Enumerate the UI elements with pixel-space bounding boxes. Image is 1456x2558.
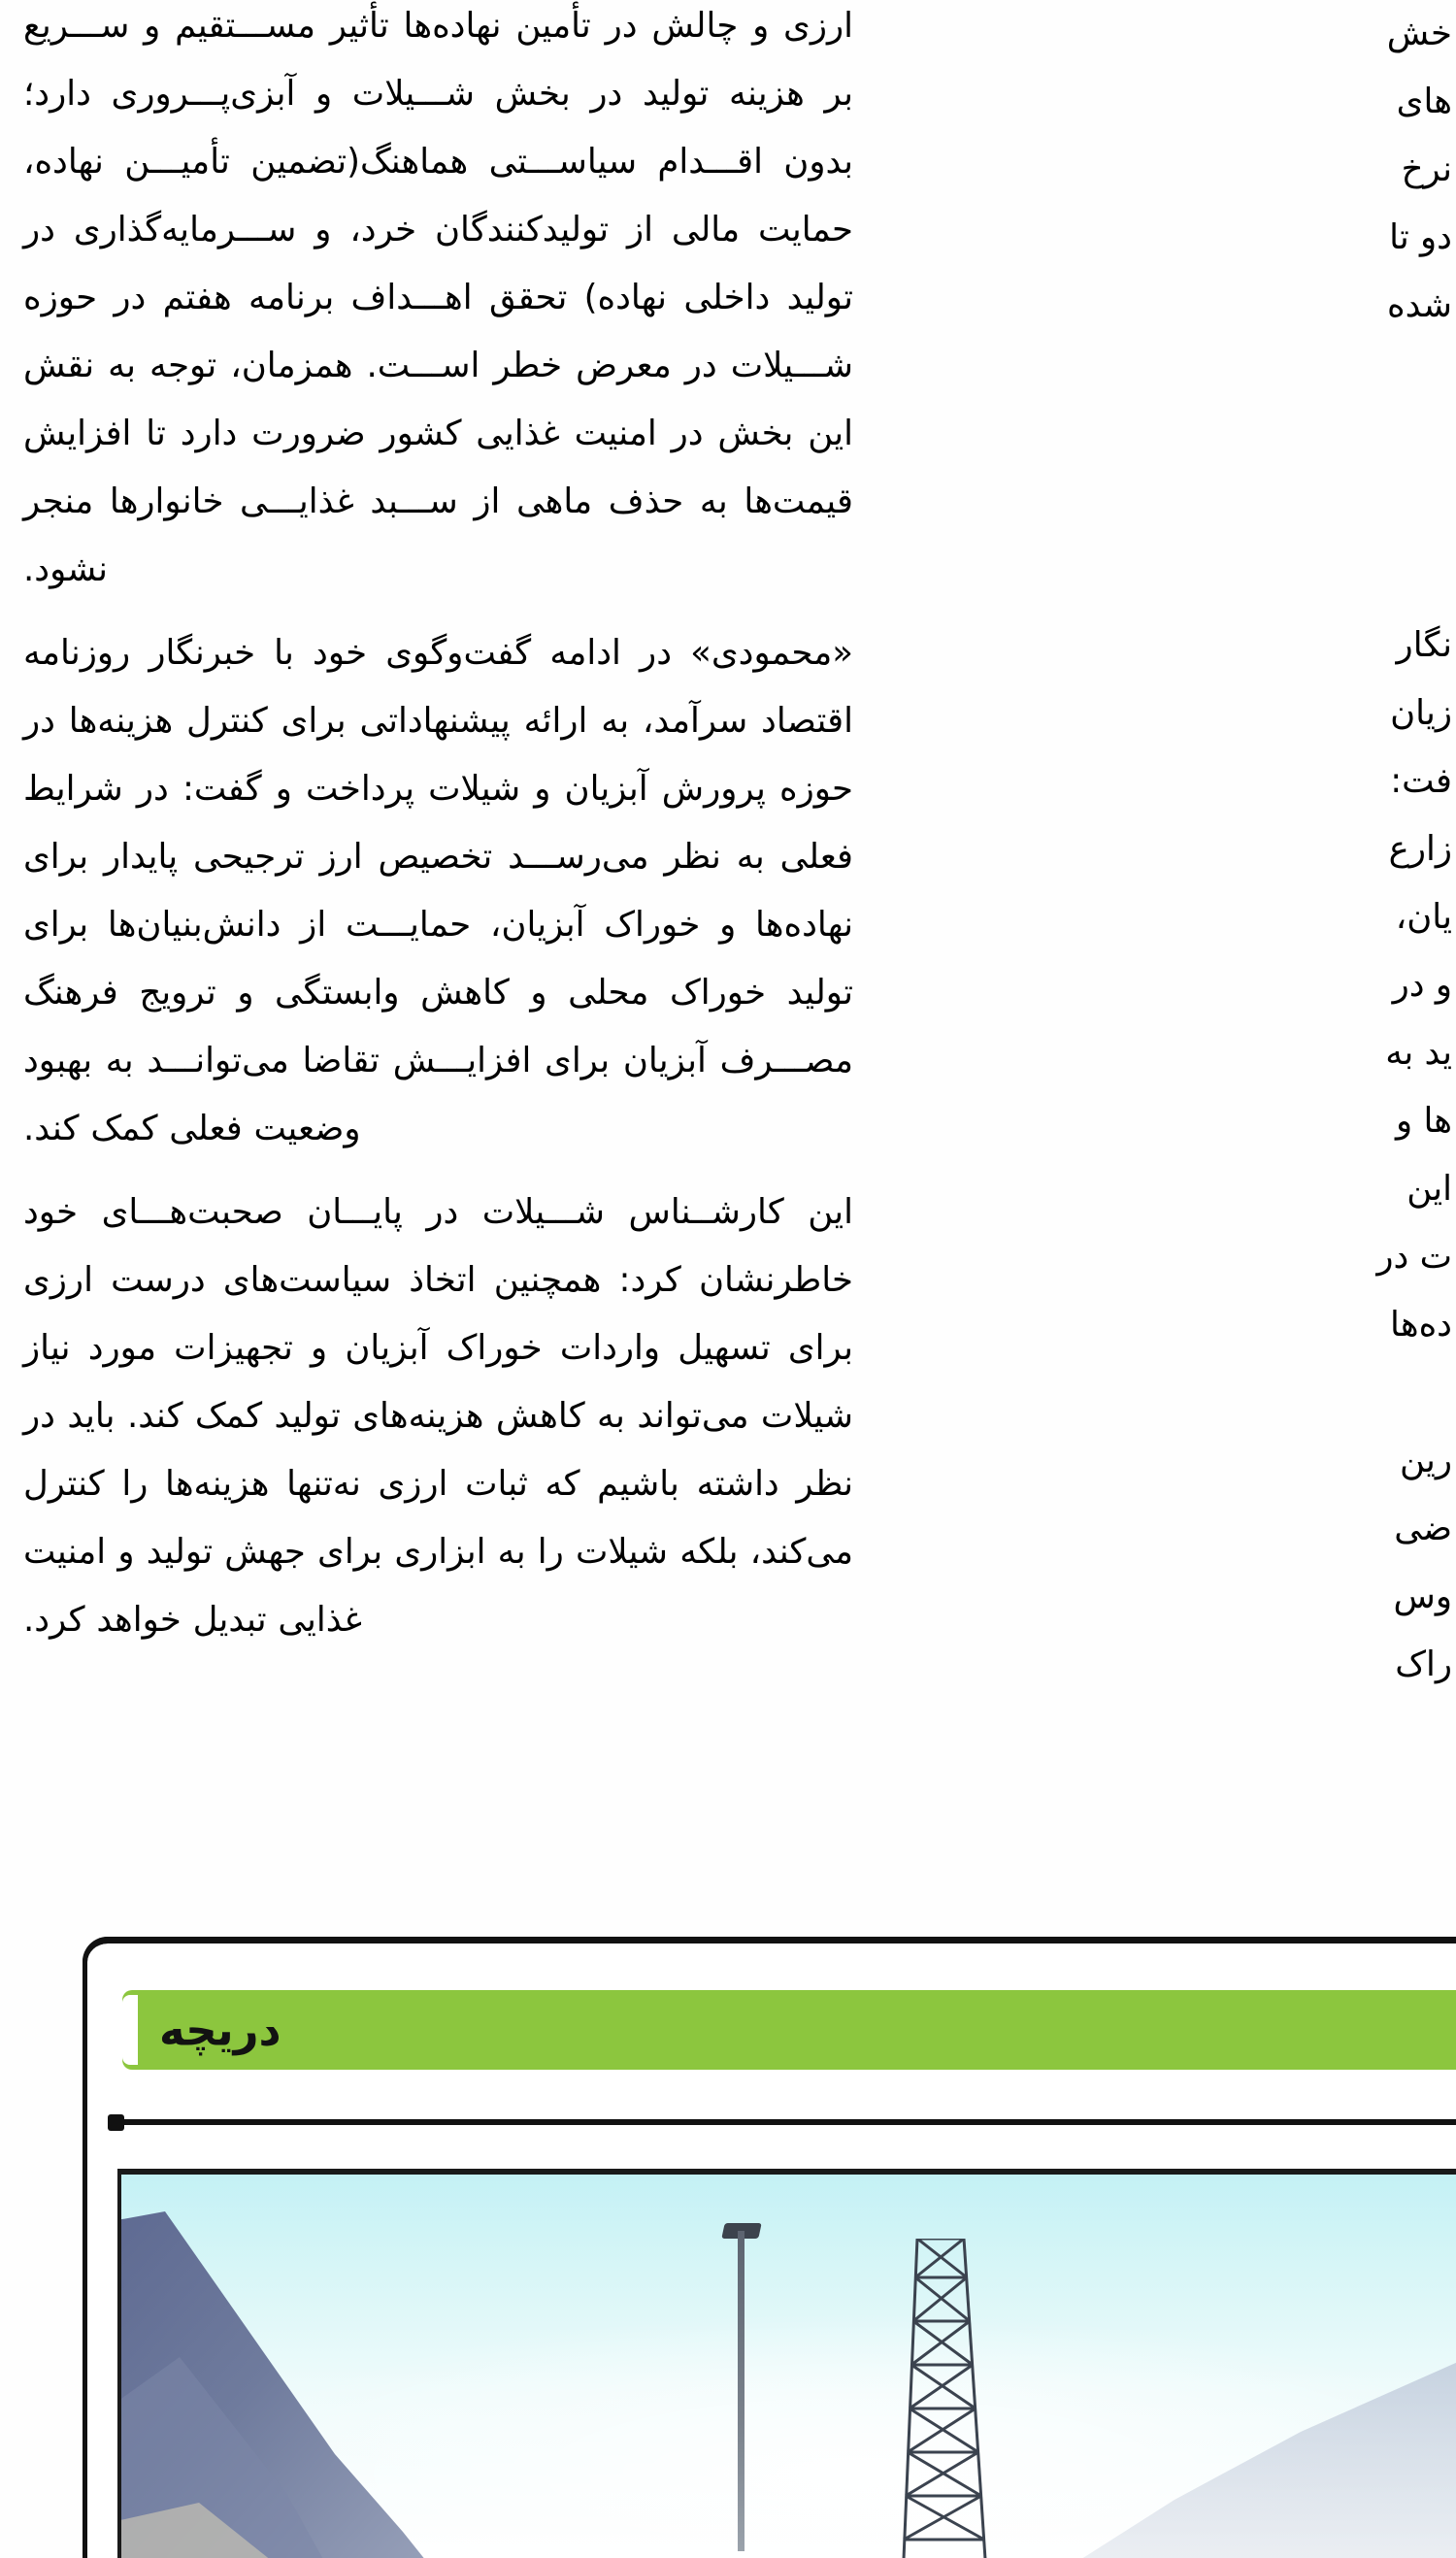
right-column-fragment: وس [1393, 1577, 1452, 1616]
right-column-fragment: زیان [1390, 693, 1452, 733]
feature-box [83, 1937, 1456, 2558]
right-column-fragment: دو تا [1389, 217, 1452, 257]
photo-mountain-left [117, 2211, 519, 2558]
feature-photo [117, 2169, 1456, 2558]
right-column-fragment: زارع [1388, 829, 1452, 869]
feature-title: دریچه [159, 2004, 281, 2056]
right-column-fragment: خش [1386, 14, 1452, 53]
right-column-fragment: و در [1392, 965, 1452, 1005]
article-paragraph: «محمودی» در ادامه گفت‌وگوی خود با خبرنگار روزنامه اقتصاد سرآمد، به ارائه پیشنهاداتی برای کنترل هزینه‌ها در حوزه پرورش آبزیان و شیلات پرداخت و گفت: در شرایط فعلی به نظر می‌رســـد تخصیص ارز ترجیحی پایدار برای نهاده‌ها و خوراک آبزیان، حمایـــت از دانش‌بنیان‌ها برای تولید خوراک محلی و کاهش وابستگی و ترویج فرهنگ مصـــرف آبزیان برای افزایـــش تقاضا می‌توانـــد به بهبود وضعیت فعلی کمک کند. [23, 633, 853, 1148]
right-column-fragment: ید به [1385, 1033, 1452, 1073]
right-column-fragment: شده [1387, 285, 1452, 325]
feature-header-tab-accent [122, 1995, 138, 2065]
feature-header-bar [122, 1990, 1456, 2070]
right-column-fragment: ده‌ها [1390, 1305, 1452, 1345]
article-right-column-clipped [1367, 0, 1456, 1699]
right-column-fragment: نرخ [1401, 149, 1452, 189]
right-column-fragment [1367, 1359, 1456, 1427]
right-column-fragment: ضی [1394, 1509, 1452, 1548]
feature-divider-bullet [108, 2114, 124, 2131]
right-column-fragment [1367, 544, 1456, 612]
photo-light-pole [738, 2231, 745, 2551]
right-column-fragment [1367, 340, 1456, 408]
right-column-fragment: یان، [1395, 897, 1452, 937]
right-column-fragment: رین [1399, 1441, 1452, 1480]
right-column-fragment [1367, 408, 1456, 476]
right-column-fragment: ت در [1376, 1237, 1452, 1277]
right-column-fragment: راک [1395, 1644, 1452, 1684]
right-column-fragment [1367, 476, 1456, 544]
right-column-fragment: ها و [1396, 1101, 1452, 1141]
article-paragraph: این کارشــناس شـــیلات در پایـــان صحبت‌هـــای خود خاطرنشان کرد: همچنین اتخاذ سیاست‌های درست ارزی برای تسهیل واردات خوراک آبزیان و تجهیزات مورد نیاز شیلات می‌تواند به کاهش هزینه‌های تولید کمک کند. باید در نظر داشته باشیم که ثبات ارزی نه‌تنها هزینه‌ها را کنترل می‌کند، بلکه شیلات را به ابزاری برای جهش تولید و امنیت غذایی تبدیل خواهد کرد. [23, 1192, 853, 1640]
right-column-fragment: فت: [1390, 761, 1452, 801]
article-main-column [23, 0, 853, 1654]
right-column-fragment: نگار [1396, 625, 1452, 665]
feature-divider-rule [114, 2119, 1456, 2125]
article-paragraph: ارزی و چالش در تأمین نهاده‌ها تأثیر مســـتقیم و ســـریع بر هزینه تولید در بخش شـــیلات و آبزی‌پـــروری دارد؛ بدون اقـــدام سیاســـتی هماهنگ(تضمین تأمیـــن نهاده، حمایت مالی از تولیدکنندگان خرد، و ســـرمایه‌گذاری در تولید داخلی نهاده) تحقق اهـــداف برنامه هفتم در حوزه شـــیلات در معرض خطر اســـت. همزمان، توجه به نقش این بخش در امنیت غذایی کشور ضرورت دارد تا افزایش قیمت‌ها به حذف ماهی از ســـبد غذایـــی خانوارها منجر نشود. [23, 6, 853, 589]
photo-mountain-right [1009, 2344, 1456, 2558]
photo-crane-tower [888, 2239, 1005, 2558]
right-column-fragment: های [1396, 82, 1452, 121]
right-column-fragment: این [1406, 1169, 1452, 1209]
